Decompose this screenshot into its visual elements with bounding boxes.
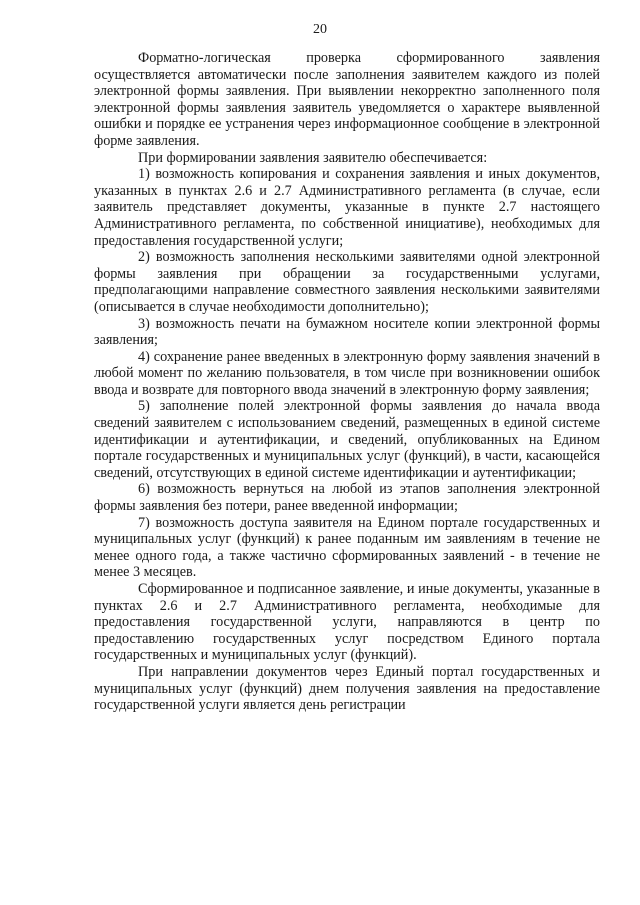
document-body <box>94 50 600 714</box>
list-item-4: 4) сохранение ранее введенных в электронную форму заявления значений в любой момент по желанию пользователя, в том числе при возникновении ошибок ввода и возврате для повторного ввода значений в электронную форму заявления; <box>94 348 600 398</box>
paragraph-receipt-date: При направлении документов через Единый портал государственных и муниципальных услуг (функций) днем получения заявления на предоставление государственной услуги является день регистрации <box>94 663 600 714</box>
list-item-1: 1) возможность копирования и сохранения заявления и иных документов, указанных в пунктах 2.6 и 2.7 Административного регламента (в случае, если заявитель представляет документы, указанные в пункте 2.7 настоящего Административного регламента, по собственной инициативе), необходимых для предоставления государственной услуги; <box>94 166 600 249</box>
page-number: 20 <box>313 22 327 37</box>
list-item-3: 3) возможность печати на бумажном носителе копии электронной формы заявления; <box>94 315 600 349</box>
list-item-5: 5) заполнение полей электронной формы заявления до начала ввода сведений заявителем с использованием сведений, размещенных в единой системе идентификации и аутентификации, и сведений, опубликованных на Едином портале государственных и муниципальных услуг (функций), в части, касающейся сведений, отсутствующих в единой системе идентификации и аутентификации; <box>94 398 600 481</box>
list-item-6: 6) возможность вернуться на любой из этапов заполнения электронной формы заявления без потери, ранее введенной информации; <box>94 481 600 515</box>
list-item-2: 2) возможность заполнения несколькими заявителями одной электронной формы заявления при обращении за государственными услугами, предполагающими направление совместного заявления несколькими заявителями (описывается в случае необходимости дополнительно); <box>94 249 600 315</box>
paragraph-submission: Сформированное и подписанное заявление, и иные документы, указанные в пунктах 2.6 и 2.7 Административного регламента, необходимые для предоставления государственной услуги, направляются в центр по предоставлению государственных услуг посредством Единого портала государственных и муниципальных услуг (функций). <box>94 581 600 664</box>
list-item-7: 7) возможность доступа заявителя на Едином портале государственных и муниципальных услуг (функций) к ранее поданным им заявлениям в течение не менее одного года, а также частично сформированных заявлений - в течение не менее 3 месяцев. <box>94 514 600 581</box>
paragraph-provisions-intro: При формировании заявления заявителю обеспечивается: <box>138 149 488 166</box>
paragraph-format-check: Форматно-логическая проверка сформированного заявления осуществляется автоматически после заполнения заявителем каждого из полей электронной формы заявления. При выявлении некорректно заполненного поля электронной формы заявления заявитель уведомляется о характере выявленной ошибки и порядке ее устранения через информационное сообщение в электронной форме заявления. <box>94 50 600 149</box>
